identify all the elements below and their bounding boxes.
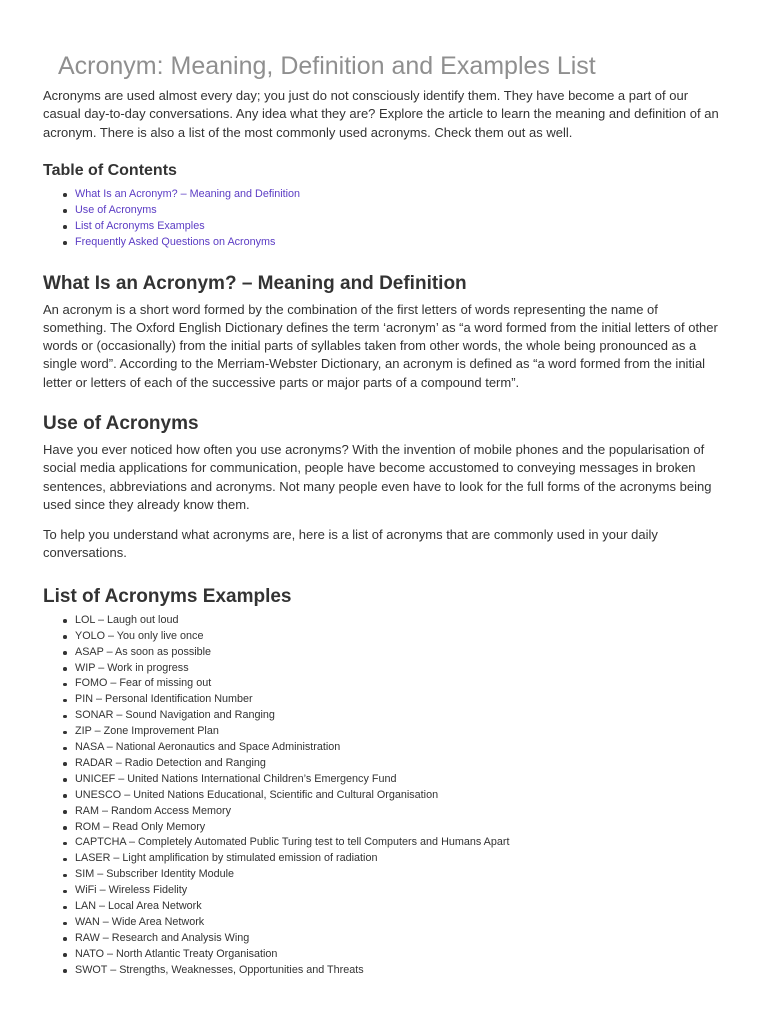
acronym-list-item: UNICEF – United Nations International Children’s Emergency Fund — [75, 772, 725, 788]
acronym-list-item: RADAR – Radio Detection and Ranging — [75, 756, 725, 772]
acronym-list-item: UNESCO – United Nations Educational, Scientific and Cultural Organisation — [75, 788, 725, 804]
acronym-list-item: RAW – Research and Analysis Wing — [75, 931, 725, 947]
acronym-list-item: LOL – Laugh out loud — [75, 613, 725, 629]
toc-item — [75, 187, 725, 203]
acronym-list-item: PIN – Personal Identification Number — [75, 692, 725, 708]
section-heading-what-is-acronym: What Is an Acronym? – Meaning and Definition — [43, 272, 467, 294]
acronym-list-item: SWOT – Strengths, Weaknesses, Opportunities and Threats — [75, 963, 725, 979]
use-paragraph-2: To help you understand what acronyms are, here is a list of acronyms that are commonly used in your daily conversations. — [43, 527, 658, 561]
toc-link-list-of-acronyms[interactable]: List of Acronyms Examples — [75, 219, 205, 232]
toc-item — [75, 219, 725, 235]
acronym-list-item: WiFi – Wireless Fidelity — [75, 883, 725, 899]
toc-link-faq[interactable]: Frequently Asked Questions on Acronyms — [75, 235, 276, 248]
acronym-list — [43, 613, 725, 979]
acronym-list-item: WAN – Wide Area Network — [75, 915, 725, 931]
definition-paragraph: An acronym is a short word formed by the combination of the first letters of words representing the name of something. The Oxford English Dictionary defines the term ‘acronym’ as “a word formed from the initial letters of other words or (occasionally) from the initial parts of syllables taken from other words, the whole being pronounced as a single word”. According to the Merriam-Webster Dictionary, an acronym is defined as “a word formed from the initial letter or letters of each of the successive parts or major parts of a compound term”. — [43, 301, 718, 390]
acronym-list-item: ZIP – Zone Improvement Plan — [75, 724, 725, 740]
use-paragraph-1: Have you ever noticed how often you use acronyms? With the invention of mobile phones and the popularisation of social media applications for communication, people have become accustomed to conveying messages in broken sentences, abbreviations and acronyms. Not many people even have to look for the full forms of the acronyms being used since they already know them. — [43, 442, 712, 512]
toc-item — [75, 203, 725, 219]
intro-paragraph: Acronyms are used almost every day; you just do not consciously identify them. They have become a part of our casual day-to-day conversations. Any idea what they are? Explore the article to learn the meaning and definition of an acronym. There is also a list of the most commonly used acronyms. Check them out as well. — [43, 88, 719, 140]
acronym-list-item: WIP – Work in progress — [75, 661, 725, 677]
acronym-list-item: SIM – Subscriber Identity Module — [75, 867, 725, 883]
acronym-list-item: LAN – Local Area Network — [75, 899, 725, 915]
acronym-list-item: FOMO – Fear of missing out — [75, 676, 725, 692]
acronym-list-item: RAM – Random Access Memory — [75, 804, 725, 820]
acronym-list-item: YOLO – You only live once — [75, 629, 725, 645]
acronym-list-item: NATO – North Atlantic Treaty Organisation — [75, 947, 725, 963]
acronym-list-item: ROM – Read Only Memory — [75, 820, 725, 836]
toc-link-use-of-acronyms[interactable]: Use of Acronyms — [75, 203, 157, 216]
toc-link-what-is-acronym[interactable]: What Is an Acronym? – Meaning and Definition — [75, 187, 301, 200]
acronym-list-item: NASA – National Aeronautics and Space Administration — [75, 740, 725, 756]
toc-list — [43, 187, 725, 251]
page-title: Acronym: Meaning, Definition and Examples List — [58, 52, 596, 80]
section-heading-use-of-acronyms: Use of Acronyms — [43, 413, 199, 434]
acronym-list-item: LASER – Light amplification by stimulated emission of radiation — [75, 851, 725, 867]
section-heading-acronym-list: List of Acronyms Examples — [43, 585, 292, 607]
toc-heading: Table of Contents — [43, 161, 177, 179]
toc-item — [75, 235, 725, 251]
acronym-list-item: ASAP – As soon as possible — [75, 645, 725, 661]
acronym-list-item: CAPTCHA – Completely Automated Public Turing test to tell Computers and Humans Apart — [75, 835, 725, 851]
acronym-list-item: SONAR – Sound Navigation and Ranging — [75, 708, 725, 724]
